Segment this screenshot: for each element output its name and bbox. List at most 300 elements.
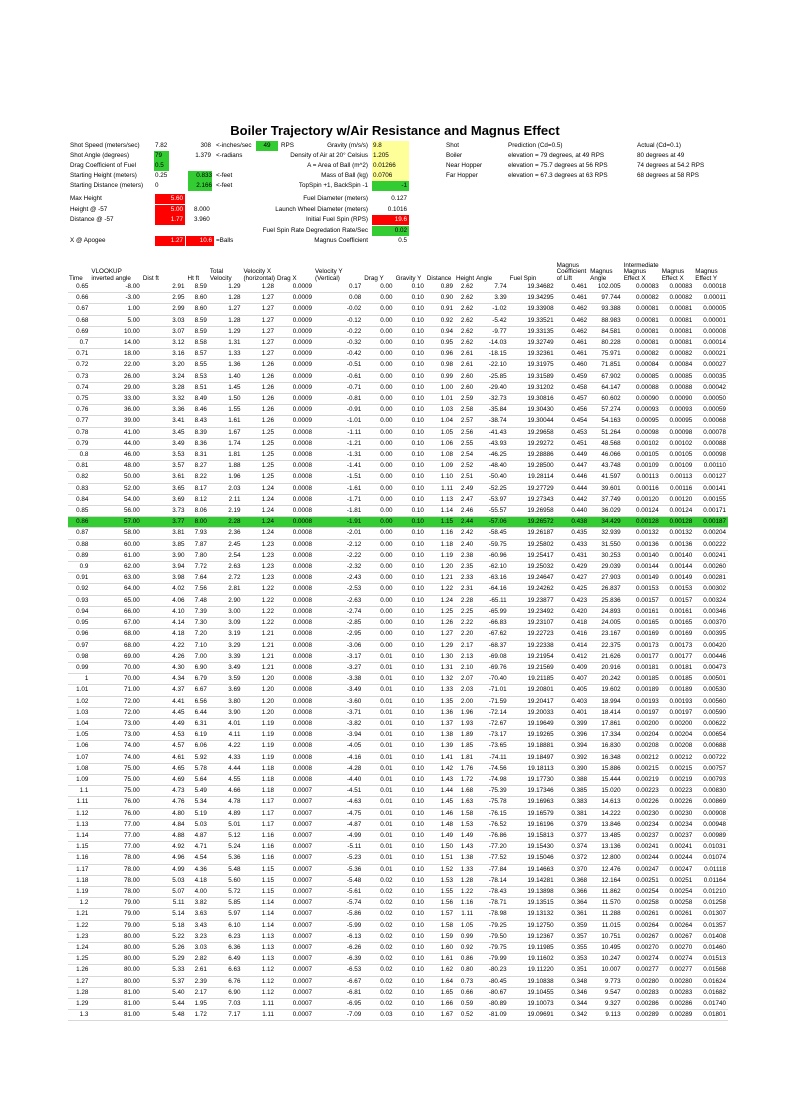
table-cell[interactable]: 5.18 — [142, 920, 187, 931]
table-cell[interactable]: 15.886 — [589, 763, 623, 774]
table-cell[interactable]: 19.16579 — [509, 808, 556, 819]
table-cell[interactable]: 2.54 — [455, 450, 475, 461]
table-cell[interactable]: 3.69 — [142, 494, 187, 505]
table-cell[interactable]: 1.13 — [242, 931, 276, 942]
table-cell[interactable]: 1.81 — [209, 450, 243, 461]
table-cell[interactable]: 1.11 — [455, 909, 475, 920]
table-cell[interactable]: -57.06 — [475, 517, 509, 528]
table-cell[interactable]: 4.11 — [209, 730, 243, 741]
table-cell[interactable]: 0.00 — [363, 371, 394, 382]
table-cell[interactable]: 4.65 — [142, 763, 187, 774]
table-cell[interactable]: 0.00 — [363, 550, 394, 561]
table-cell[interactable]: 0.00324 — [694, 595, 728, 606]
param-fuel-diam-value[interactable]: 0.127 — [391, 195, 407, 202]
table-cell[interactable]: 0.355 — [556, 942, 590, 953]
table-cell[interactable]: -3.60 — [314, 696, 363, 707]
table-cell[interactable]: 0.01 — [363, 786, 394, 797]
table-cell[interactable]: 1.61 — [209, 416, 243, 427]
table-cell[interactable]: 0.00132 — [661, 528, 695, 539]
table-cell[interactable]: -67.62 — [475, 629, 509, 640]
table-cell[interactable]: 4.57 — [142, 741, 187, 752]
table-cell[interactable]: 1.2 — [68, 898, 90, 909]
table-cell[interactable]: 0.00247 — [661, 864, 695, 875]
table-cell[interactable]: 0.00 — [363, 416, 394, 427]
table-cell[interactable]: 2.46 — [455, 506, 475, 517]
table-cell[interactable]: 0.00095 — [623, 416, 661, 427]
table-cell[interactable]: 0.0008 — [276, 629, 314, 640]
table-cell[interactable]: 0.10 — [395, 416, 426, 427]
table-cell[interactable]: 5.00 — [90, 315, 141, 326]
table-cell[interactable]: 0.10 — [395, 842, 426, 853]
table-cell[interactable]: 2.07 — [455, 674, 475, 685]
table-cell[interactable]: 1.42 — [426, 763, 455, 774]
table-cell[interactable]: 0.00302 — [694, 584, 728, 595]
table-cell[interactable]: -46.25 — [475, 450, 509, 461]
table-row[interactable] — [68, 640, 728, 651]
table-cell[interactable]: 18.994 — [589, 696, 623, 707]
table-cell[interactable]: 2.57 — [455, 416, 475, 427]
table-cell[interactable]: -78.43 — [475, 886, 509, 897]
table-cell[interactable]: 0.01357 — [694, 920, 728, 931]
table-cell[interactable]: 5.03 — [142, 875, 187, 886]
table-cell[interactable]: 1.18 — [242, 774, 276, 785]
table-cell[interactable]: 0.00082 — [661, 293, 695, 304]
table-cell[interactable]: 17.334 — [589, 730, 623, 741]
table-cell[interactable]: 1.21 — [242, 629, 276, 640]
table-cell[interactable]: 8.27 — [187, 461, 209, 472]
table-cell[interactable]: 0.00 — [363, 629, 394, 640]
table-cell[interactable]: -3.17 — [314, 651, 363, 662]
table-cell[interactable]: 0.456 — [556, 405, 590, 416]
table-cell[interactable]: 60.00 — [90, 539, 141, 550]
table-cell[interactable]: 4.14 — [142, 618, 187, 629]
table-cell[interactable]: 19.32361 — [509, 349, 556, 360]
table-cell[interactable]: 0.01210 — [694, 886, 728, 897]
table-cell[interactable]: -9.77 — [475, 326, 509, 337]
table-cell[interactable]: 0.10 — [395, 405, 426, 416]
table-cell[interactable]: 3.65 — [142, 483, 187, 494]
table-cell[interactable]: 0.00035 — [694, 371, 728, 382]
table-cell[interactable]: 0.92 — [455, 942, 475, 953]
table-cell[interactable]: 2.38 — [455, 550, 475, 561]
table-cell[interactable]: 70.00 — [90, 662, 141, 673]
table-cell[interactable]: -63.16 — [475, 573, 509, 584]
table-cell[interactable]: 8.60 — [187, 304, 209, 315]
table-cell[interactable]: 0.0009 — [276, 405, 314, 416]
table-cell[interactable]: 0.00189 — [623, 685, 661, 696]
table-cell[interactable]: 1.27 — [242, 338, 276, 349]
table-cell[interactable]: -79.99 — [475, 954, 509, 965]
table-cell[interactable]: 1.27 — [209, 304, 243, 315]
table-cell[interactable]: 19.33521 — [509, 315, 556, 326]
table-cell[interactable]: 0.00222 — [694, 539, 728, 550]
table-row[interactable] — [68, 618, 728, 629]
table-cell[interactable]: 5.14 — [142, 909, 187, 920]
table-cell[interactable]: 3.32 — [142, 394, 187, 405]
table-cell[interactable]: 6.90 — [187, 662, 209, 673]
table-cell[interactable]: 60.602 — [589, 394, 623, 405]
table-cell[interactable]: 0.01 — [363, 662, 394, 673]
table-cell[interactable]: 0.00181 — [661, 662, 695, 673]
table-cell[interactable]: -3.38 — [314, 674, 363, 685]
table-cell[interactable]: 5.22 — [142, 931, 187, 942]
table-cell[interactable]: 0.374 — [556, 842, 590, 853]
table-cell[interactable]: -3.94 — [314, 730, 363, 741]
table-cell[interactable]: 19.12367 — [509, 931, 556, 942]
table-cell[interactable]: 7.93 — [187, 528, 209, 539]
table-cell[interactable]: 8.53 — [187, 371, 209, 382]
table-cell[interactable]: 0.0008 — [276, 539, 314, 550]
table-row[interactable] — [68, 304, 728, 315]
table-cell[interactable]: 1.24 — [242, 483, 276, 494]
table-cell[interactable]: 3.63 — [187, 909, 209, 920]
table-cell[interactable]: 0.01031 — [694, 842, 728, 853]
table-cell[interactable]: 4.99 — [142, 864, 187, 875]
table-cell[interactable]: 11.570 — [589, 898, 623, 909]
table-cell[interactable]: 0.00082 — [661, 349, 695, 360]
table-cell[interactable]: 1.19 — [426, 550, 455, 561]
table-cell[interactable]: 0.10 — [395, 808, 426, 819]
table-cell[interactable]: 0.00261 — [623, 909, 661, 920]
table-cell[interactable]: 19.17730 — [509, 774, 556, 785]
table-cell[interactable]: 2.35 — [455, 562, 475, 573]
table-cell[interactable]: 0.453 — [556, 427, 590, 438]
table-cell[interactable]: 1.13 — [242, 954, 276, 965]
table-cell[interactable]: 0.00113 — [623, 472, 661, 483]
table-row[interactable] — [68, 472, 728, 483]
table-cell[interactable]: 0.00153 — [623, 584, 661, 595]
table-cell[interactable]: 1.27 — [242, 315, 276, 326]
table-cell[interactable]: 0.0009 — [276, 326, 314, 337]
table-cell[interactable]: 19.34295 — [509, 293, 556, 304]
table-cell[interactable]: 19.14281 — [509, 875, 556, 886]
table-cell[interactable]: 0.10 — [395, 528, 426, 539]
table-cell[interactable]: 0.359 — [556, 920, 590, 931]
table-cell[interactable]: 3.90 — [209, 707, 243, 718]
table-cell[interactable]: 0.68 — [68, 315, 90, 326]
table-cell[interactable]: 0.405 — [556, 685, 590, 696]
table-cell[interactable]: 1.23 — [242, 562, 276, 573]
table-cell[interactable]: 0.00157 — [661, 595, 695, 606]
param-mass-value[interactable]: 0.0706 — [372, 171, 409, 181]
table-cell[interactable]: 4.53 — [142, 730, 187, 741]
table-cell[interactable]: 0.00212 — [623, 752, 661, 763]
table-cell[interactable]: 19.20033 — [509, 707, 556, 718]
table-cell[interactable]: 0.00 — [363, 282, 394, 293]
table-cell[interactable]: 4.49 — [142, 718, 187, 729]
table-cell[interactable]: 0.10 — [395, 494, 426, 505]
table-cell[interactable]: 0.10 — [395, 360, 426, 371]
table-cell[interactable]: -1.81 — [314, 506, 363, 517]
table-row[interactable] — [68, 517, 728, 528]
table-cell[interactable]: 0.379 — [556, 819, 590, 830]
table-row[interactable] — [68, 528, 728, 539]
table-cell[interactable]: 6.76 — [209, 976, 243, 987]
table-cell[interactable]: 0.00081 — [661, 338, 695, 349]
table-cell[interactable]: 1.31 — [209, 338, 243, 349]
table-cell[interactable]: 3.23 — [187, 931, 209, 942]
table-cell[interactable]: 0.00177 — [661, 651, 695, 662]
table-cell[interactable]: 1.20 — [426, 562, 455, 573]
table-cell[interactable]: -0.91 — [314, 405, 363, 416]
table-cell[interactable]: 0.461 — [556, 349, 590, 360]
table-cell[interactable]: 1.21 — [242, 662, 276, 673]
table-cell[interactable]: 0.449 — [556, 450, 590, 461]
table-cell[interactable]: 1.13 — [68, 819, 90, 830]
table-cell[interactable]: 1.43 — [426, 774, 455, 785]
table-cell[interactable]: -6.13 — [314, 931, 363, 942]
table-cell[interactable]: 0.10 — [395, 875, 426, 886]
table-cell[interactable]: 0.00688 — [694, 741, 728, 752]
table-cell[interactable]: 1.04 — [426, 416, 455, 427]
table-cell[interactable]: 0.00 — [363, 394, 394, 405]
table-cell[interactable]: 0.00237 — [623, 830, 661, 841]
table-cell[interactable]: 0.0007 — [276, 864, 314, 875]
table-row[interactable] — [68, 506, 728, 517]
table-cell[interactable]: 1.29 — [68, 999, 90, 1010]
table-cell[interactable]: 0.385 — [556, 786, 590, 797]
table-cell[interactable]: 0.442 — [556, 494, 590, 505]
table-cell[interactable]: 2.45 — [209, 539, 243, 550]
table-cell[interactable]: 0.01074 — [694, 853, 728, 864]
table-cell[interactable]: 1.24 — [68, 942, 90, 953]
table-cell[interactable]: 0.91 — [426, 304, 455, 315]
table-cell[interactable]: -79.50 — [475, 931, 509, 942]
table-cell[interactable]: 0.433 — [556, 539, 590, 550]
table-cell[interactable]: 4.80 — [142, 808, 187, 819]
table-cell[interactable]: 0.00127 — [694, 472, 728, 483]
table-cell[interactable]: 0.01513 — [694, 954, 728, 965]
table-cell[interactable]: 1.25 — [242, 461, 276, 472]
table-cell[interactable]: -68.37 — [475, 640, 509, 651]
table-cell[interactable]: 0.0008 — [276, 450, 314, 461]
table-cell[interactable]: 0.95 — [68, 618, 90, 629]
table-cell[interactable]: 0.00230 — [661, 808, 695, 819]
table-cell[interactable]: 64.00 — [90, 584, 141, 595]
table-row[interactable] — [68, 942, 728, 953]
table-cell[interactable]: 3.36 — [142, 405, 187, 416]
table-cell[interactable]: 3.85 — [142, 539, 187, 550]
table-cell[interactable]: 0.403 — [556, 696, 590, 707]
table-cell[interactable]: 8.00 — [187, 517, 209, 528]
table-cell[interactable]: 0.89 — [68, 550, 90, 561]
table-cell[interactable]: 0.00223 — [623, 786, 661, 797]
table-cell[interactable]: 0.377 — [556, 830, 590, 841]
table-cell[interactable]: 0.420 — [556, 606, 590, 617]
table-cell[interactable]: 52.00 — [90, 483, 141, 494]
param-density-value[interactable]: 1.205 — [372, 151, 409, 161]
table-cell[interactable]: 0.0008 — [276, 573, 314, 584]
table-cell[interactable]: 0.00 — [363, 405, 394, 416]
table-cell[interactable]: 3.39 — [209, 651, 243, 662]
table-cell[interactable]: 1.19 — [242, 752, 276, 763]
table-cell[interactable]: 0.69 — [68, 326, 90, 337]
table-cell[interactable]: 0.00251 — [623, 875, 661, 886]
table-cell[interactable]: 0.00140 — [661, 550, 695, 561]
table-cell[interactable]: 0.10 — [395, 797, 426, 808]
table-cell[interactable]: 5.37 — [142, 976, 187, 987]
table-cell[interactable]: 19.15813 — [509, 830, 556, 841]
table-cell[interactable]: 74.00 — [90, 741, 141, 752]
table-cell[interactable]: 2.72 — [209, 573, 243, 584]
table-cell[interactable]: 0.86 — [68, 517, 90, 528]
table-cell[interactable]: 0.00267 — [661, 931, 695, 942]
table-cell[interactable]: 7.80 — [187, 550, 209, 561]
table-cell[interactable]: 51.264 — [589, 427, 623, 438]
table-cell[interactable]: 17.861 — [589, 718, 623, 729]
table-cell[interactable]: 0.0008 — [276, 685, 314, 696]
table-cell[interactable]: 2.56 — [455, 427, 475, 438]
table-cell[interactable]: 0.0009 — [276, 382, 314, 393]
table-cell[interactable]: 3.29 — [209, 640, 243, 651]
table-cell[interactable]: 2.52 — [455, 461, 475, 472]
table-cell[interactable]: -80.67 — [475, 987, 509, 998]
table-cell[interactable]: 1.52 — [426, 864, 455, 875]
table-cell[interactable]: 19.29272 — [509, 438, 556, 449]
table-cell[interactable]: 0.00722 — [694, 752, 728, 763]
table-cell[interactable]: 0.00208 — [623, 741, 661, 752]
table-cell[interactable]: 67.902 — [589, 371, 623, 382]
table-cell[interactable]: 0.00144 — [661, 562, 695, 573]
table-cell[interactable]: 0.0009 — [276, 282, 314, 293]
table-cell[interactable]: 2.19 — [209, 506, 243, 517]
table-cell[interactable]: 0.00241 — [623, 842, 661, 853]
table-row[interactable] — [68, 786, 728, 797]
table-cell[interactable]: 4.18 — [187, 875, 209, 886]
table-row[interactable] — [68, 898, 728, 909]
table-cell[interactable]: 0.00 — [363, 382, 394, 393]
table-cell[interactable]: 0.00395 — [694, 629, 728, 640]
table-cell[interactable]: 0.10 — [395, 304, 426, 315]
table-cell[interactable]: 57.00 — [90, 517, 141, 528]
table-cell[interactable]: 1.72 — [187, 1010, 209, 1021]
table-cell[interactable]: -72.14 — [475, 707, 509, 718]
table-cell[interactable]: 1.21 — [426, 573, 455, 584]
table-cell[interactable]: 0.90 — [426, 293, 455, 304]
table-cell[interactable]: 0.0007 — [276, 797, 314, 808]
table-row[interactable] — [68, 886, 728, 897]
table-cell[interactable]: -4.99 — [314, 830, 363, 841]
table-cell[interactable]: 0.00219 — [661, 774, 695, 785]
table-cell[interactable]: 19.31589 — [509, 371, 556, 382]
table-cell[interactable]: -5.99 — [314, 920, 363, 931]
table-cell[interactable]: 2.22 — [455, 618, 475, 629]
table-cell[interactable]: 1.60 — [426, 942, 455, 953]
table-cell[interactable]: 0.10 — [395, 674, 426, 685]
table-row[interactable] — [68, 864, 728, 875]
table-cell[interactable]: 0.348 — [556, 976, 590, 987]
table-cell[interactable]: 0.00050 — [694, 394, 728, 405]
table-cell[interactable]: 0.0009 — [276, 349, 314, 360]
table-cell[interactable]: 0.00277 — [661, 965, 695, 976]
table-cell[interactable]: 0.00124 — [661, 506, 695, 517]
table-row[interactable] — [68, 382, 728, 393]
table-cell[interactable]: 20.916 — [589, 662, 623, 673]
table-cell[interactable]: 19.22338 — [509, 640, 556, 651]
table-cell[interactable]: 0.00173 — [661, 640, 695, 651]
table-cell[interactable]: 0.00200 — [661, 718, 695, 729]
table-cell[interactable]: 0.02 — [363, 954, 394, 965]
table-cell[interactable]: 0.01 — [363, 797, 394, 808]
table-cell[interactable]: 0.10 — [395, 752, 426, 763]
table-cell[interactable]: 0.10 — [395, 886, 426, 897]
table-cell[interactable]: 1.14 — [242, 898, 276, 909]
table-cell[interactable]: -18.15 — [475, 349, 509, 360]
table-cell[interactable]: 4.92 — [142, 842, 187, 853]
table-cell[interactable]: 0.0007 — [276, 987, 314, 998]
table-cell[interactable]: 79.00 — [90, 898, 141, 909]
table-cell[interactable]: 1.18 — [68, 875, 90, 886]
table-cell[interactable]: 0.10 — [395, 718, 426, 729]
table-cell[interactable]: 8.39 — [187, 427, 209, 438]
table-cell[interactable]: 0.00113 — [661, 472, 695, 483]
table-cell[interactable]: 0.00120 — [661, 494, 695, 505]
table-cell[interactable]: -2.85 — [314, 618, 363, 629]
table-cell[interactable]: 75.00 — [90, 763, 141, 774]
table-cell[interactable]: -4.16 — [314, 752, 363, 763]
table-cell[interactable]: 0.52 — [455, 1010, 475, 1021]
table-cell[interactable]: 3.07 — [142, 326, 187, 337]
table-cell[interactable]: 5.72 — [209, 886, 243, 897]
table-cell[interactable]: 1.28 — [209, 293, 243, 304]
table-cell[interactable]: 3.24 — [142, 371, 187, 382]
table-cell[interactable]: 0.00283 — [661, 987, 695, 998]
table-cell[interactable]: 1.19 — [242, 730, 276, 741]
column-header[interactable]: Ht ft — [187, 274, 200, 282]
table-cell[interactable]: 0.00654 — [694, 730, 728, 741]
table-cell[interactable]: 9.547 — [589, 987, 623, 998]
table-cell[interactable]: 15.444 — [589, 774, 623, 785]
table-cell[interactable]: 0.8 — [68, 450, 90, 461]
table-cell[interactable]: 0.02 — [363, 886, 394, 897]
table-cell[interactable]: 1.17 — [242, 797, 276, 808]
table-cell[interactable]: 0.94 — [68, 606, 90, 617]
table-cell[interactable]: 26.837 — [589, 584, 623, 595]
table-cell[interactable]: -5.48 — [314, 875, 363, 886]
table-cell[interactable]: 0.00085 — [661, 371, 695, 382]
table-cell[interactable]: 0.00116 — [623, 483, 661, 494]
table-cell[interactable]: -3.00 — [90, 293, 141, 304]
table-cell[interactable]: 19.13132 — [509, 909, 556, 920]
table-cell[interactable]: 0.0008 — [276, 741, 314, 752]
table-cell[interactable]: 0.00 — [363, 506, 394, 517]
table-cell[interactable]: 2.17 — [455, 640, 475, 651]
table-cell[interactable]: 1.22 — [426, 584, 455, 595]
table-cell[interactable]: -5.61 — [314, 886, 363, 897]
table-row[interactable] — [68, 438, 728, 449]
table-cell[interactable]: 2.13 — [455, 651, 475, 662]
table-cell[interactable]: 0.390 — [556, 763, 590, 774]
table-cell[interactable]: 4.45 — [142, 707, 187, 718]
table-cell[interactable]: 0.01 — [363, 853, 394, 864]
table-cell[interactable]: -32.73 — [475, 394, 509, 405]
table-cell[interactable]: 0.00 — [363, 315, 394, 326]
table-cell[interactable]: 3.16 — [142, 349, 187, 360]
table-cell[interactable]: -80.89 — [475, 999, 509, 1010]
table-cell[interactable]: 0.98 — [426, 360, 455, 371]
table-cell[interactable]: 0.10 — [395, 338, 426, 349]
table-cell[interactable]: -4.75 — [314, 808, 363, 819]
table-cell[interactable]: 0.00 — [363, 528, 394, 539]
table-cell[interactable]: 1.05 — [68, 730, 90, 741]
table-cell[interactable]: 8.12 — [187, 494, 209, 505]
table-cell[interactable]: 1.27 — [242, 304, 276, 315]
table-cell[interactable]: 0.00208 — [661, 741, 695, 752]
table-cell[interactable]: 1.06 — [68, 741, 90, 752]
table-cell[interactable]: 0.00 — [363, 640, 394, 651]
table-cell[interactable]: 2.60 — [455, 382, 475, 393]
table-cell[interactable]: 19.10455 — [509, 987, 556, 998]
